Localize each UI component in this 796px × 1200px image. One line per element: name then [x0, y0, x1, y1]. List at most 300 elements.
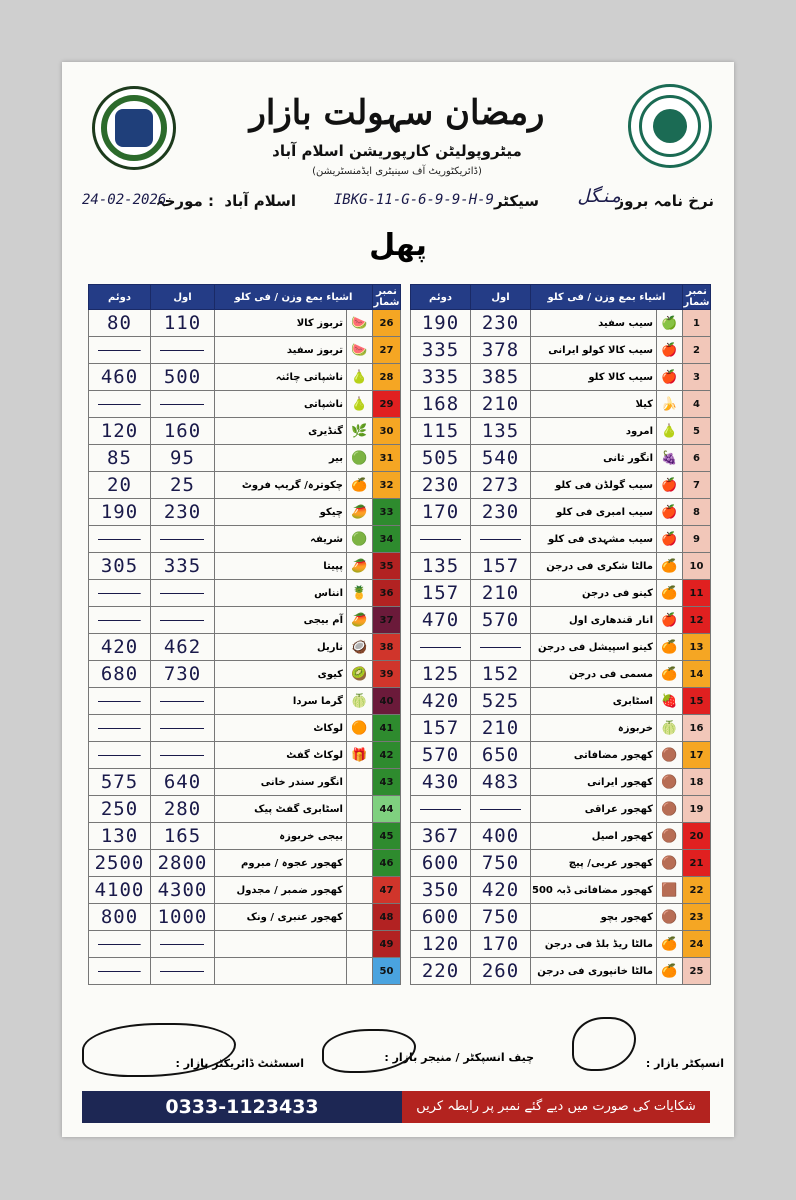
item-name: کھجور عجوہ / مبروم — [215, 850, 347, 877]
price-second — [89, 391, 151, 418]
row-number: 31 — [373, 445, 401, 472]
row-number: 5 — [683, 418, 711, 445]
table-row — [411, 391, 711, 418]
item-name: مالٹا شکری فی درجن — [531, 553, 657, 580]
item-icon — [347, 769, 373, 796]
price-first: 230 — [151, 499, 215, 526]
item-name: ناریل — [215, 634, 347, 661]
header-item: اشیاء بمع وزن / فی کلو — [215, 285, 373, 310]
table-row — [411, 445, 711, 472]
price-second — [89, 958, 151, 985]
item-name: کھجور ضمبر / مجدول — [215, 877, 347, 904]
price-first: 160 — [151, 418, 215, 445]
item-icon: 🟤 — [657, 742, 683, 769]
header-second: دوئم — [89, 285, 151, 310]
price-first: 640 — [151, 769, 215, 796]
item-icon: 🍇 — [657, 445, 683, 472]
item-name: کینو فی درجن — [531, 580, 657, 607]
table-row — [89, 580, 401, 607]
header-num: نمبر شمار — [683, 286, 710, 308]
item-icon: 🍊 — [657, 634, 683, 661]
price-second: 157 — [411, 715, 471, 742]
price-second — [89, 688, 151, 715]
price-first: 570 — [471, 607, 531, 634]
item-name: کینو اسپیشل فی درجن — [531, 634, 657, 661]
section-title: پھل — [369, 228, 427, 263]
item-name: کھجور ایرانی — [531, 769, 657, 796]
price-first: 650 — [471, 742, 531, 769]
table-row — [89, 499, 401, 526]
price-first: 273 — [471, 472, 531, 499]
item-name: انگور سندر خانی — [215, 769, 347, 796]
row-number: 25 — [683, 958, 711, 985]
row-number: 16 — [683, 715, 711, 742]
table-row — [411, 688, 711, 715]
item-icon: 🍓 — [657, 688, 683, 715]
price-second — [89, 742, 151, 769]
price-second: 230 — [411, 472, 471, 499]
price-first — [471, 634, 531, 661]
price-second: 120 — [89, 418, 151, 445]
table-row — [89, 418, 401, 445]
header-item: اشیاء بمع وزن / فی کلو — [531, 285, 683, 310]
price-sheet — [62, 62, 734, 1137]
price-first: 400 — [471, 823, 531, 850]
price-second — [89, 337, 151, 364]
rate-label: نرخ نامہ بروز — [615, 192, 714, 210]
page-title: رمضان سہولت بازار — [249, 93, 545, 133]
mci-logo-icon — [92, 86, 176, 170]
price-first: 420 — [471, 877, 531, 904]
table-row — [411, 796, 711, 823]
price-second: 680 — [89, 661, 151, 688]
price-second — [411, 796, 471, 823]
item-name: چیکو — [215, 499, 347, 526]
header-num: نمبر شمار — [373, 286, 400, 308]
price-first — [151, 607, 215, 634]
complaint-note: شکایات کی صورت میں دیے گئے نمبر پر رابطہ کریں — [402, 1091, 710, 1123]
table-row — [411, 607, 711, 634]
header-second: دوئم — [411, 285, 471, 310]
row-number: 30 — [373, 418, 401, 445]
table-row — [89, 445, 401, 472]
price-first: 230 — [471, 310, 531, 337]
price-first — [151, 958, 215, 985]
price-first — [151, 715, 215, 742]
item-name: کھجور عنبری / ونک — [215, 904, 347, 931]
item-name: سیب کالا کولو ایرانی — [531, 337, 657, 364]
price-table-left — [88, 284, 401, 985]
item-name: کھجور عراقی — [531, 796, 657, 823]
table-row — [411, 742, 711, 769]
price-second: 600 — [411, 904, 471, 931]
table-row — [89, 661, 401, 688]
price-first: 210 — [471, 391, 531, 418]
price-first: 385 — [471, 364, 531, 391]
item-icon: 🥭 — [347, 607, 373, 634]
price-first: 165 — [151, 823, 215, 850]
price-second: 505 — [411, 445, 471, 472]
price-second: 420 — [411, 688, 471, 715]
row-number: 40 — [373, 688, 401, 715]
item-icon: 🥝 — [347, 661, 373, 688]
item-name: خربوزہ — [531, 715, 657, 742]
price-table-right — [410, 284, 711, 985]
item-icon: 🟤 — [657, 796, 683, 823]
price-first: 750 — [471, 850, 531, 877]
footer — [82, 1091, 710, 1123]
item-icon: 🥭 — [347, 499, 373, 526]
price-first: 4300 — [151, 877, 215, 904]
item-icon: 🥭 — [347, 553, 373, 580]
item-icon: 🍎 — [657, 607, 683, 634]
table-row — [89, 337, 401, 364]
row-number: 33 — [373, 499, 401, 526]
item-name: کھجور مضافاتی ڈبہ 500 — [531, 877, 657, 904]
table-row — [89, 850, 401, 877]
item-icon: 🟤 — [657, 823, 683, 850]
table-row — [89, 823, 401, 850]
row-number: 46 — [373, 850, 401, 877]
city-label: اسلام آباد — [224, 192, 296, 210]
row-number: 22 — [683, 877, 711, 904]
table-row — [89, 688, 401, 715]
row-number: 9 — [683, 526, 711, 553]
price-second: 470 — [411, 607, 471, 634]
table-row — [89, 634, 401, 661]
price-first: 750 — [471, 904, 531, 931]
item-name: مالٹا خانپوری فی درجن — [531, 958, 657, 985]
price-second: 420 — [89, 634, 151, 661]
table-row — [89, 715, 401, 742]
item-name: بیجی خربوزہ — [215, 823, 347, 850]
rate-day: منگل — [578, 186, 622, 207]
price-first: 525 — [471, 688, 531, 715]
price-second: 335 — [411, 337, 471, 364]
item-name: ناشپاتی — [215, 391, 347, 418]
price-second: 575 — [89, 769, 151, 796]
date-label: مورخہ : — [155, 192, 214, 210]
table-row — [411, 337, 711, 364]
item-icon — [347, 877, 373, 904]
table-row — [411, 715, 711, 742]
price-second — [89, 607, 151, 634]
row-number: 48 — [373, 904, 401, 931]
price-first: 260 — [471, 958, 531, 985]
item-name: لوکاٹ — [215, 715, 347, 742]
price-first: 280 — [151, 796, 215, 823]
price-second: 170 — [411, 499, 471, 526]
price-second — [411, 634, 471, 661]
row-number: 2 — [683, 337, 711, 364]
price-second: 135 — [411, 553, 471, 580]
price-second: 335 — [411, 364, 471, 391]
row-number: 26 — [373, 310, 401, 337]
row-number: 21 — [683, 850, 711, 877]
row-number: 42 — [373, 742, 401, 769]
price-second — [89, 715, 151, 742]
item-name: کھجور عربی/ پیچ — [531, 850, 657, 877]
row-number: 38 — [373, 634, 401, 661]
price-first — [471, 526, 531, 553]
row-number: 6 — [683, 445, 711, 472]
item-name: شریفہ — [215, 526, 347, 553]
item-icon: 🍎 — [657, 526, 683, 553]
price-second: 4100 — [89, 877, 151, 904]
price-first — [151, 580, 215, 607]
price-first: 230 — [471, 499, 531, 526]
signature-scribble-icon — [572, 1017, 636, 1071]
price-first: 2800 — [151, 850, 215, 877]
price-second: 85 — [89, 445, 151, 472]
rate-line — [82, 186, 714, 218]
price-second — [89, 526, 151, 553]
price-second — [89, 931, 151, 958]
price-second: 600 — [411, 850, 471, 877]
assistant-director-label: اسسٹنٹ ڈائریکٹر بازار : — [175, 1057, 304, 1070]
row-number: 39 — [373, 661, 401, 688]
table-row — [411, 499, 711, 526]
price-second: 800 — [89, 904, 151, 931]
item-name: اسٹابری گفٹ پیک — [215, 796, 347, 823]
price-first: 135 — [471, 418, 531, 445]
table-row — [89, 796, 401, 823]
item-name: امرود — [531, 418, 657, 445]
price-first: 95 — [151, 445, 215, 472]
item-name: لوکاٹ گفٹ — [215, 742, 347, 769]
table-row — [89, 553, 401, 580]
table-row — [411, 526, 711, 553]
price-second: 2500 — [89, 850, 151, 877]
item-name: کیوی — [215, 661, 347, 688]
item-icon: 🎁 — [347, 742, 373, 769]
table-row — [411, 472, 711, 499]
item-icon — [347, 796, 373, 823]
table-row — [89, 310, 401, 337]
item-name: تربوز کالا — [215, 310, 347, 337]
table-row — [411, 310, 711, 337]
price-first: 500 — [151, 364, 215, 391]
table-row — [89, 931, 401, 958]
row-number: 19 — [683, 796, 711, 823]
price-second: 350 — [411, 877, 471, 904]
item-name: سیب کالا کلو — [531, 364, 657, 391]
price-second: 125 — [411, 661, 471, 688]
price-first: 462 — [151, 634, 215, 661]
item-icon — [347, 904, 373, 931]
item-icon: 🟤 — [657, 850, 683, 877]
item-name: کھجور اصیل — [531, 823, 657, 850]
price-second: 430 — [411, 769, 471, 796]
item-icon: 🟤 — [657, 904, 683, 931]
item-icon: 🟢 — [347, 526, 373, 553]
price-second: 367 — [411, 823, 471, 850]
price-first: 335 — [151, 553, 215, 580]
row-number: 23 — [683, 904, 711, 931]
price-first — [151, 391, 215, 418]
row-number: 15 — [683, 688, 711, 715]
row-number: 10 — [683, 553, 711, 580]
price-first: 25 — [151, 472, 215, 499]
price-first: 110 — [151, 310, 215, 337]
item-icon — [347, 823, 373, 850]
row-number: 8 — [683, 499, 711, 526]
table-row — [411, 580, 711, 607]
table-row — [89, 472, 401, 499]
item-icon: 🍊 — [657, 931, 683, 958]
table-row — [411, 823, 711, 850]
table-row — [89, 958, 401, 985]
row-number: 4 — [683, 391, 711, 418]
item-icon: 🍐 — [657, 418, 683, 445]
item-name: مسمی فی درجن — [531, 661, 657, 688]
item-icon: 🍊 — [657, 958, 683, 985]
row-number: 32 — [373, 472, 401, 499]
item-icon: 🍎 — [657, 499, 683, 526]
table-row — [89, 364, 401, 391]
price-first: 210 — [471, 715, 531, 742]
item-icon: 🟫 — [657, 877, 683, 904]
item-name: سیب گولڈن فی کلو — [531, 472, 657, 499]
row-number: 17 — [683, 742, 711, 769]
table-row — [89, 877, 401, 904]
item-icon: 🥥 — [347, 634, 373, 661]
price-second: 250 — [89, 796, 151, 823]
row-number: 18 — [683, 769, 711, 796]
row-number: 35 — [373, 553, 401, 580]
item-icon — [347, 850, 373, 877]
item-name: تربوز سفید — [215, 337, 347, 364]
item-name: بیر — [215, 445, 347, 472]
price-second: 460 — [89, 364, 151, 391]
price-second: 157 — [411, 580, 471, 607]
item-name: انگور ثانی — [531, 445, 657, 472]
price-first: 540 — [471, 445, 531, 472]
item-icon: 🍉 — [347, 310, 373, 337]
cda-logo-icon — [628, 84, 712, 168]
chief-inspector-label: چیف انسپکٹر / منیجر بازار : — [384, 1051, 534, 1064]
item-icon: 🍊 — [347, 472, 373, 499]
item-icon: 🍊 — [657, 580, 683, 607]
price-first — [151, 742, 215, 769]
item-name: انناس — [215, 580, 347, 607]
price-first: 483 — [471, 769, 531, 796]
signature-area — [72, 1017, 724, 1087]
item-name: گنڈیری — [215, 418, 347, 445]
price-second: 130 — [89, 823, 151, 850]
price-first — [151, 337, 215, 364]
table-row — [89, 769, 401, 796]
item-name: کھجور بچو — [531, 904, 657, 931]
item-icon: 🍐 — [347, 364, 373, 391]
price-first — [151, 526, 215, 553]
table-row — [411, 931, 711, 958]
table-row — [89, 607, 401, 634]
price-second: 220 — [411, 958, 471, 985]
item-name — [215, 931, 347, 958]
header-first: اول — [151, 285, 215, 310]
table-row — [411, 769, 711, 796]
row-number: 45 — [373, 823, 401, 850]
row-number: 36 — [373, 580, 401, 607]
row-number: 27 — [373, 337, 401, 364]
table-row — [411, 661, 711, 688]
item-icon: 🍐 — [347, 391, 373, 418]
item-name: چکوترہ/ گریپ فروٹ — [215, 472, 347, 499]
item-name — [215, 958, 347, 985]
item-name: انار قندھاری اول — [531, 607, 657, 634]
page-subtitle-directorate: (ڈائریکٹوریٹ آف سینیٹری ایڈمنسٹریشن) — [312, 166, 482, 177]
item-name: سیب مشہدی فی کلو — [531, 526, 657, 553]
helpline-number: 0333-1123433 — [82, 1091, 402, 1123]
item-icon: 🍉 — [347, 337, 373, 364]
item-icon: 🍊 — [657, 661, 683, 688]
page-subtitle: میٹروپولیٹن کارپوریشن اسلام آباد — [272, 142, 522, 160]
price-second: 190 — [89, 499, 151, 526]
signature-scribble-icon — [322, 1029, 416, 1073]
table-row — [89, 391, 401, 418]
row-number: 28 — [373, 364, 401, 391]
row-number: 20 — [683, 823, 711, 850]
row-number: 37 — [373, 607, 401, 634]
item-icon: 🟠 — [347, 715, 373, 742]
item-icon: 🟢 — [347, 445, 373, 472]
price-first — [151, 688, 215, 715]
item-icon: 🍈 — [657, 715, 683, 742]
row-number: 13 — [683, 634, 711, 661]
item-icon: 🍎 — [657, 337, 683, 364]
price-first — [471, 796, 531, 823]
item-name: ناشپاتی چائنہ — [215, 364, 347, 391]
table-row — [411, 364, 711, 391]
item-icon — [347, 931, 373, 958]
item-icon: 🍈 — [347, 688, 373, 715]
row-number: 12 — [683, 607, 711, 634]
price-second: 80 — [89, 310, 151, 337]
price-first: 152 — [471, 661, 531, 688]
price-first: 210 — [471, 580, 531, 607]
table-row — [411, 553, 711, 580]
price-second: 305 — [89, 553, 151, 580]
item-icon: 🍎 — [657, 472, 683, 499]
item-icon: 🍏 — [657, 310, 683, 337]
rate-date: 24-02-2026 — [82, 192, 167, 208]
row-number: 24 — [683, 931, 711, 958]
row-number: 41 — [373, 715, 401, 742]
price-second — [89, 580, 151, 607]
row-number: 29 — [373, 391, 401, 418]
table-row — [411, 850, 711, 877]
sector-label: سیکٹر — [493, 192, 539, 210]
price-second: 570 — [411, 742, 471, 769]
price-second: 115 — [411, 418, 471, 445]
item-icon: 🟤 — [657, 769, 683, 796]
table-row — [89, 742, 401, 769]
item-name: اسٹابری — [531, 688, 657, 715]
row-number: 50 — [373, 958, 401, 985]
row-number: 47 — [373, 877, 401, 904]
item-icon: 🍎 — [657, 364, 683, 391]
sector-values: IBKG-11-G-6-9-9-H-9 — [333, 192, 494, 208]
table-row — [89, 526, 401, 553]
table-row — [411, 958, 711, 985]
row-number: 14 — [683, 661, 711, 688]
item-icon: 🍊 — [657, 553, 683, 580]
item-name: گرما سردا — [215, 688, 347, 715]
price-first: 1000 — [151, 904, 215, 931]
row-number: 49 — [373, 931, 401, 958]
table-row — [411, 634, 711, 661]
